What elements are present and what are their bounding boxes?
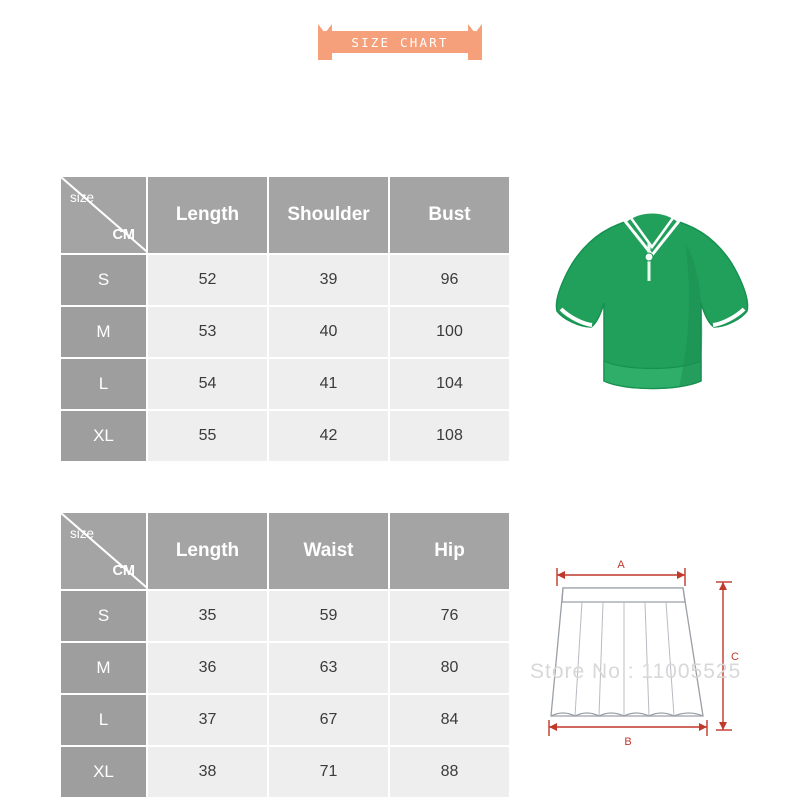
top-size-table: [59, 175, 511, 463]
column-header-bust: Bust: [389, 176, 510, 254]
cell-length: 52: [147, 254, 268, 306]
table-row: [60, 410, 510, 462]
skirt-label-b: B: [624, 736, 632, 748]
row-size-label: L: [60, 694, 147, 746]
table-header-row: [60, 512, 510, 590]
cell-length: 35: [147, 590, 268, 642]
table-row: [60, 746, 510, 798]
cell-bust: 100: [389, 306, 510, 358]
row-size-label: M: [60, 642, 147, 694]
row-size-label: S: [60, 254, 147, 306]
cell-shoulder: 42: [268, 410, 389, 462]
polo-shirt-image: [545, 185, 760, 435]
row-size-label: M: [60, 306, 147, 358]
store-watermark: Store No : 11005525: [530, 660, 742, 683]
table-row: [60, 642, 510, 694]
cell-length: 36: [147, 642, 268, 694]
column-header-hip: Hip: [389, 512, 510, 590]
cell-shoulder: 40: [268, 306, 389, 358]
cell-hip: 76: [389, 590, 510, 642]
table-row: [60, 590, 510, 642]
column-header-shoulder: Shoulder: [268, 176, 389, 254]
cell-bust: 96: [389, 254, 510, 306]
column-header-length: Length: [147, 176, 268, 254]
cell-length: 55: [147, 410, 268, 462]
column-header-length: Length: [147, 512, 268, 590]
corner-unit-label: CM: [112, 227, 135, 243]
table-row: [60, 254, 510, 306]
cell-hip: 88: [389, 746, 510, 798]
table-row: [60, 358, 510, 410]
cell-waist: 67: [268, 694, 389, 746]
row-size-label: S: [60, 590, 147, 642]
cell-waist: 63: [268, 642, 389, 694]
cell-length: 54: [147, 358, 268, 410]
skirt-diagram: [535, 540, 765, 770]
cell-hip: 80: [389, 642, 510, 694]
cell-waist: 59: [268, 590, 389, 642]
cell-length: 38: [147, 746, 268, 798]
cell-shoulder: 39: [268, 254, 389, 306]
table-corner-cell: [60, 176, 147, 254]
cell-bust: 108: [389, 410, 510, 462]
cell-shoulder: 41: [268, 358, 389, 410]
row-size-label: XL: [60, 746, 147, 798]
table-header-row: [60, 176, 510, 254]
cell-length: 53: [147, 306, 268, 358]
cell-waist: 71: [268, 746, 389, 798]
cell-bust: 104: [389, 358, 510, 410]
table-row: [60, 306, 510, 358]
cell-hip: 84: [389, 694, 510, 746]
corner-size-label: size: [70, 526, 95, 541]
page-title-banner: [324, 31, 476, 53]
table-corner-cell: [60, 512, 147, 590]
bottom-size-table: [59, 511, 511, 799]
skirt-label-c: C: [731, 651, 739, 663]
page-title: SIZE CHART: [351, 34, 449, 50]
skirt-label-a: A: [617, 559, 625, 571]
column-header-waist: Waist: [268, 512, 389, 590]
corner-size-label: size: [70, 190, 95, 205]
row-size-label: XL: [60, 410, 147, 462]
cell-length: 37: [147, 694, 268, 746]
corner-unit-label: CM: [112, 563, 135, 579]
table-row: [60, 694, 510, 746]
row-size-label: L: [60, 358, 147, 410]
